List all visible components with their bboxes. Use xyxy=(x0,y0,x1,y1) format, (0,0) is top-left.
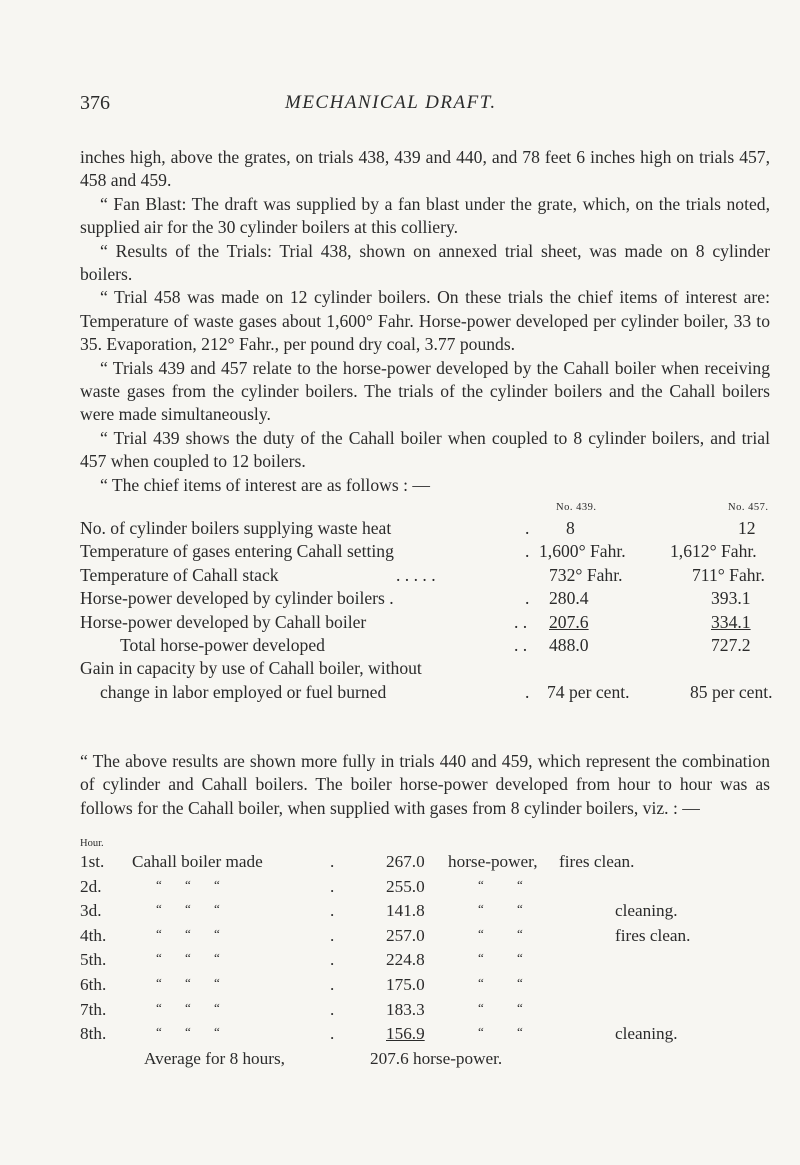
hour-label: 5th. xyxy=(80,950,107,970)
value-439: 488.0 xyxy=(549,634,589,655)
value-457: 334.1 xyxy=(711,611,751,632)
row-label: Temperature of gases entering Cahall setting xyxy=(80,541,394,562)
table-row xyxy=(80,541,770,564)
body-text xyxy=(80,146,770,497)
col-head-439: No. 439. xyxy=(556,502,597,513)
hour-unit: horse-power, xyxy=(448,852,538,871)
hours-header-row xyxy=(80,838,770,852)
hour-unit: “ “ xyxy=(478,901,523,917)
row-label: No. of cylinder boilers supplying waste heat xyxy=(80,518,392,538)
hour-row xyxy=(80,950,770,975)
hour-row xyxy=(80,975,770,1000)
paragraph: “ Fan Blast: The draft was supplied by a fan blast under the grate, which, on the trials noted, supplied air for the 30 cylinder boilers at this colliery. xyxy=(80,193,770,238)
hour-note: fires clean. xyxy=(559,852,635,871)
hour-note: cleaning. xyxy=(615,901,678,921)
hour-desc: “ “ “ xyxy=(156,925,220,941)
hour-unit: “ “ xyxy=(478,999,523,1015)
running-title: MECHANICAL DRAFT. xyxy=(285,92,497,113)
row-label: Horse-power developed by cylinder boilers . xyxy=(80,588,394,609)
value-457: 85 per cent. xyxy=(690,681,773,702)
hour-label: 4th. xyxy=(80,925,107,945)
hour-desc: “ “ “ xyxy=(156,950,220,966)
average-label: Average for 8 hours, xyxy=(144,1048,285,1068)
row-dots: . . . . . xyxy=(396,564,436,585)
table-header-row xyxy=(80,502,770,518)
hour-label: 2d. xyxy=(80,876,102,896)
hour-desc: “ “ “ xyxy=(156,1024,220,1040)
hour-label: 3d. xyxy=(80,901,102,921)
value-439: 8 xyxy=(566,518,575,538)
hour-desc: “ “ “ xyxy=(156,901,220,917)
paragraph: “ Results of the Trials: Trial 438, shown on annexed trial sheet, was made on 8 cylinder boilers. xyxy=(80,240,770,285)
hour-value: 224.8 xyxy=(386,950,425,970)
hour-value: 141.8 xyxy=(386,901,425,921)
hour-desc: “ “ “ xyxy=(156,999,220,1015)
value-457: 1,612° Fahr. xyxy=(670,541,757,562)
paragraph: “ Trial 439 shows the duty of the Cahall boiler when coupled to 8 cylinder boilers, and trial 457 when coupled to 12 boilers. xyxy=(80,427,770,472)
table-row xyxy=(80,635,770,658)
page-header xyxy=(80,92,770,118)
hour-value: 156.9 xyxy=(386,1024,425,1044)
value-439: 207.6 xyxy=(549,611,589,632)
value-439: 1,600° Fahr. xyxy=(539,541,626,562)
hour-dot: . xyxy=(330,852,335,871)
value-439: 74 per cent. xyxy=(547,681,630,702)
row-label: Gain in capacity by use of Cahall boiler, without xyxy=(80,658,422,679)
hour-desc: “ “ “ xyxy=(156,974,220,990)
comparison-table xyxy=(80,502,773,705)
value-439: 732° Fahr. xyxy=(549,564,623,585)
hour-dot: . xyxy=(330,876,335,896)
hour-row xyxy=(80,926,770,951)
hour-row xyxy=(80,1024,770,1049)
hourly-table xyxy=(80,838,770,1073)
hour-row xyxy=(80,901,770,926)
hour-dot: . xyxy=(330,901,335,921)
body-text-after xyxy=(80,750,770,820)
table-row xyxy=(80,658,770,681)
hour-row xyxy=(80,1000,770,1025)
hour-value: 255.0 xyxy=(386,876,425,896)
paragraph: “ The above results are shown more fully in trials 440 and 459, which represent the combination of cylinder and Cahall boilers. The boiler horse-power developed from hour to hour was as follows for the Cahall boiler, when supplied with gases from 8 cylinder boilers, viz. : — xyxy=(80,751,770,818)
row-label: change in labor employed or fuel burned xyxy=(100,681,387,702)
hour-value: 175.0 xyxy=(386,974,425,994)
row-dots: . . xyxy=(514,634,528,655)
hour-unit: “ “ xyxy=(478,876,523,892)
row-label: Total horse-power developed xyxy=(120,634,325,655)
hour-label: 1st. xyxy=(80,852,105,871)
hour-value: 267.0 xyxy=(386,852,425,871)
value-439: 280.4 xyxy=(549,588,589,609)
hour-unit: “ “ xyxy=(478,974,523,990)
row-dots: . xyxy=(525,588,530,609)
table-row xyxy=(80,612,770,635)
table-row xyxy=(80,588,770,611)
hour-label: 8th. xyxy=(80,1024,107,1044)
paragraph: inches high, above the grates, on trials 438, 439 and 440, and 78 feet 6 inches high on trials 457, 458 and 459. xyxy=(80,147,770,191)
paragraph: “ Trial 458 was made on 12 cylinder boilers. On these trials the chief items of interest are: Temperature of waste gases about 1,600° Fahr. Horse-power developed per cylinder boiler, 33 to 35. Evaporation, 212° Fahr., per pound dry coal, 3.77 pounds. xyxy=(80,287,770,355)
hour-note: cleaning. xyxy=(615,1024,678,1044)
hour-value: 183.3 xyxy=(386,999,425,1019)
value-457: 711° Fahr. xyxy=(692,564,765,585)
value-457: 727.2 xyxy=(711,634,751,655)
row-label: Horse-power developed by Cahall boiler xyxy=(80,611,367,632)
row-dots: . xyxy=(525,518,530,538)
hour-value: 257.0 xyxy=(386,925,425,945)
row-dots: . . xyxy=(514,611,528,632)
hour-desc: “ “ “ xyxy=(156,876,220,892)
hour-dot: . xyxy=(330,950,335,970)
row-dots: . xyxy=(525,541,530,562)
hour-unit: “ “ xyxy=(478,950,523,966)
average-value: 207.6 horse-power. xyxy=(370,1048,503,1068)
paragraph: “ The chief items of interest are as follows : — xyxy=(100,474,430,495)
hour-col-head: Hour. xyxy=(80,838,104,849)
average-row xyxy=(80,1049,770,1074)
hour-unit: “ “ xyxy=(478,1024,523,1040)
hour-row xyxy=(80,852,770,877)
col-head-457: No. 457. xyxy=(728,502,769,513)
paragraph: “ Trials 439 and 457 relate to the horse-power developed by the Cahall boiler when receiving waste gases from the cylinder boilers. The trials of the cylinder boilers and the Cahall boilers were made simultaneously. xyxy=(80,357,770,425)
hour-dot: . xyxy=(330,999,335,1019)
hour-desc: Cahall boiler made xyxy=(132,852,263,871)
hour-label: 6th. xyxy=(80,974,107,994)
hour-label: 7th. xyxy=(80,999,107,1019)
hour-row xyxy=(80,877,770,902)
row-label: Temperature of Cahall stack xyxy=(80,564,279,585)
table-row xyxy=(80,518,770,541)
value-457: 12 xyxy=(738,518,756,538)
table-row xyxy=(80,565,770,588)
hour-dot: . xyxy=(330,974,335,994)
hour-dot: . xyxy=(330,925,335,945)
row-dots: . xyxy=(525,681,530,702)
value-457: 393.1 xyxy=(711,588,751,609)
hour-note: fires clean. xyxy=(615,925,691,945)
page-number: 376 xyxy=(80,92,110,114)
hour-dot: . xyxy=(330,1024,335,1044)
table-row xyxy=(80,681,773,705)
hour-unit: “ “ xyxy=(478,925,523,941)
